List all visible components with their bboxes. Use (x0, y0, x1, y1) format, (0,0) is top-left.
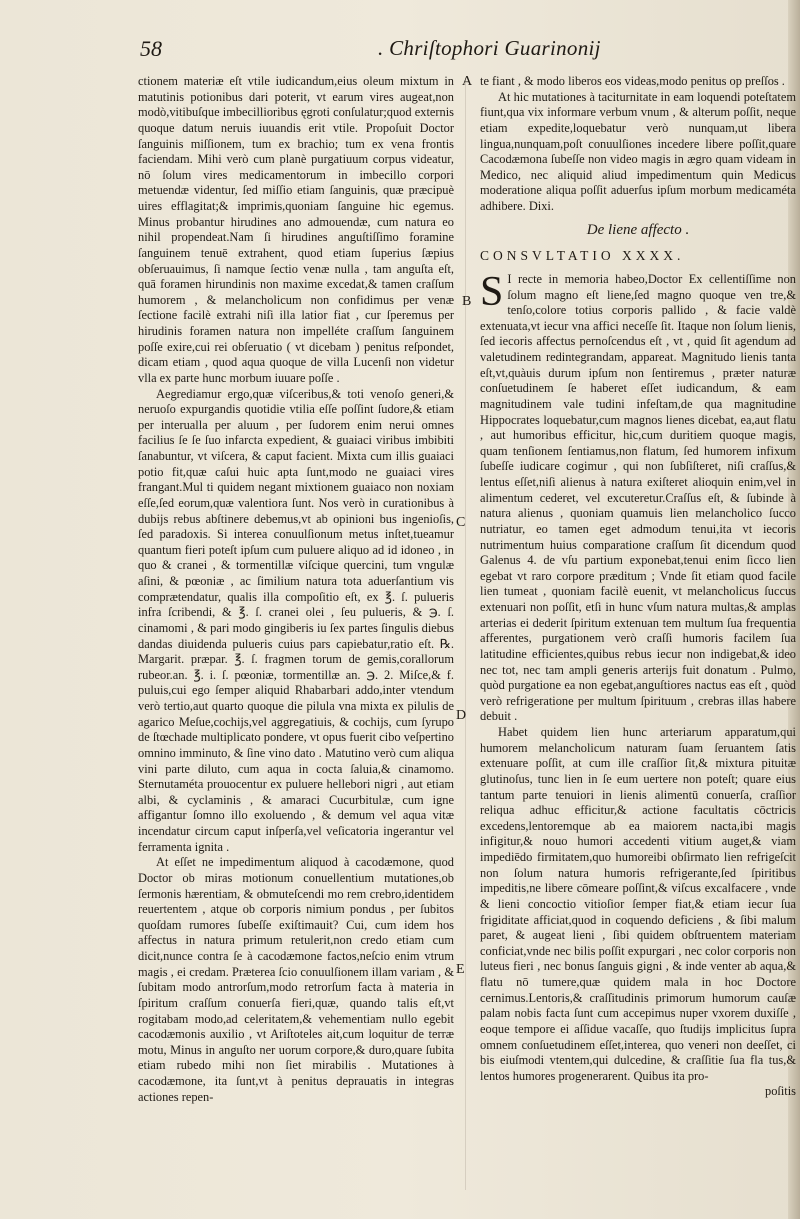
right-intro-paragraph-1: te fiant , & modo liberos eos videas,modo penitus op preſſos . (480, 74, 785, 88)
page-number: 58 (140, 36, 162, 61)
margin-letter-e: E (456, 962, 465, 977)
right-body-paragraph-1 (480, 268, 796, 725)
left-paragraph-2: Aegrediamur ergo,quæ viſceribus,& toti venoſo generi,& neruoſo expurgandis quotidie vtilia eſſe poſſint ſudore,& etiam per interualla per aluum , per ſudorem enim nerui omnes facilius ſe ſe ſuo infarcta expedient, & guaiaci viribus imbibiti ſanabuntur, vt viſcera, & caput facient. Mixta cum illis guaiaci potio fit,quæ caſui huic apta ſunt,modo ne guaiaci vires frangant.Mul ti quidem negant mixtionem guaiaco non noxiam eſſe,ſed eorum,quæ valentiora ſunt. Nos verò in curationibus à dubijs rebus abſtinere debemus,vt ab opinioni bus ingenioſis, ſed paradoxis. Si interea conuulſionum metus inſtet,tueamur quantum fieri poteſt ipſum cum puluere aliquo ad id idoneo , in quo & cranei , & tormentillæ viſcique quercini, tum vngulæ aſini, & pœoniæ , ac ſimilium natura tota aduerſantium vis comprætendatur, qualis illa compoſitio eſt, ex ℥. ſ. pulueris infra ſcribendi, & ℥. ſ. cranei olei , ſeu pulueris, & ℈. ſ. cinamomi , & pari modo gingiberis iu ſex partes ſingulis diebus dandas diuidenda pulueris cuius pars capiebatur,ratio eſt. ℞. Margarit. præpar. ℥. ſ. fragmen torum de gemis,corallorum rubeor.an. ℥. i. ſ. pœoniæ, tormentillæ an. ℈. 2. Miſce,& f. puluis,cui ego ſemper aliquid Rhabarbari addo,inter vtendum verò tertio,aut quarto quoque die pilula vna mixta ex pilulis de agarico Meſue,cochijs,vel aggregatiuis, & cochijs, cum ſyrupo de ſtœchade multiplicato pondere, vt opus fuerit cibo veſpertino omnino imminuto, & ſine vino dato . Matutino verò cum aliqua vini parte diluto, cum aqua in cocta ſaluia,& cinamomo. Sternutaméta prouocentur ex puluere hellebori nigri , aut etiam albi, & cyclaminis , & amaraci Cucurbitulæ, cum igne affigantur ſomno illo exoluendo , & demum vel aqua vitæ incendatur circum caput inſperſa,vel veſicatoria ingerantur vel ferramenta ignita . (138, 386, 454, 854)
right-column (480, 74, 796, 1100)
margin-letter-c: C (456, 515, 466, 530)
right-body-text-1: I recte in memoria habeo,Doctor Ex cellentiſſime non ſolum magno eſt liene,ſed magno quoque ven tre,& tenſo,colore totius corporis pallido , & facie valdè extenuata,vt iecur vna affici neceſſe ſit. Itaque non ſolum lienis, ſed iecoris affectus pernoſcendus eſt , vt , quid ſit agendum ad valetudinem redintegrandam, appareat. Magnitudo lienis tanta eſt,vt,quàuis durum ipſum non ſentiremus , præter naturæ conſuetudinem ſe haberet eſſet iudicandum, & eam magnitudinem vale tudini infeſtam,de qua magnitudine Hippocrates loquebatur,cum magnos lienes dicebat, ea,aut flatu , aut humoribus efficitur, hic,cum duritiem quoque magis, quam tenſionem ſentiamus,non flatum, ſed humorem infixum ſubeſſe iudicare cogimur , qui non ſubſiſteret, niſi craſſus,& lentus eſſet,niſi alienus à natura exiſteret alioquin enim,vel in alimentum cederet, vel excuteretur.Craſſus eſt, & ſubinde à natura alienus , quoniam quamuis lien melancholico ſucco nutriatur, eo tamen eget admodum tenui,ita vt iecoris nutrimentum huius comparatione craſſum ſit dicendum quod Galenus 4. de vſu partium exponebat,tenui enim ſicco lien egebat vt raro corpore præditum ; Vnde ſit etiam quod facile lien tumeat , quoniam facilè euenit, vt melancholicus ſuccus extenuari non poſſit, etſi in hunc vſum natura multas,& amplas arterias ei dederit ſpiritum extenuan tem multum ſua frequentia afferentes, purgationem verò craſſi humoris facilem ſua latitudine efficientes,quibus rebus iecur non indigebat,& ideo nec tot, nec tam ampli generis arterijs fuit donatum . Pulmo, quòd purgatione ea non egebat,anguſtiores nactus eas eſt , quòd verò refrigeratione per multum ſpirituum , crebras illas habere debuit . (480, 271, 796, 724)
margin-letter-a: A (462, 74, 473, 89)
catchword: poſitis (765, 1084, 796, 1099)
right-body-paragraph-2: Habet quidem lien hunc arteriarum apparatum,qui humorem melancholicum naturam ſuam ſeruantem ſatis extenuare poſſit, at cum ille craſſior ſit,& mixtura pituitæ glutinoſus, tunc lien in ſe eum uertere non poteſt; quare eius tantum parte tenuiori in lienis alimentū conuerſa, craſſior reliqua adhuc efficitur,& actione facultatis cōctricis excedens,lentoremque ab ea maiorem nacta,ibi magis infigitur,& nouo humori accedenti vitium auget,& viam impediēdo firmitatem,quo humoreibi obſirmato lien refrigeſcit non ſolum natura humoris refrigerante,ſed ſpiritibus impeditis,ne libere cōmeare poſſint,& viſcus excalfacere , vnde & lieni concoctio vitioſior ſemper fiat,& etiam iecur ſua frigiditate afficiat,quod in coquendo deficiens , & ſibi malum paret, & augeat lieni , ſibi quidem obſtruentem materiam conficiat,vnde nec bilis poſſit expurgari , nec color corporis non luteus fieri , nec bonus ſanguis gigni , & inde venter ab aqua,& flatu nō tumere,quæ quidem mala in hoc Doctore cernimus.Lentoris,& craſſitudinis primorum humorum cauſæ palam nobis facta ſunt cum accepimus nuper vxorem duxiſſe , eoque tempore ei aſſidue vacaſſe, quo ſtudijs implicitus ſupra omnem conſuetudinem eſſet,interea, quo veneri non deeſſet, ci bis eiuſmodi vtentem,qui dulcedine, & craſſitie ſua fla tus,& lentos humores progenerarent. Quibus ita pro- (480, 725, 796, 1083)
drop-cap: S (480, 268, 504, 315)
right-intro-paragraph-2: At hic mutationes à taciturnitate in eam loquendi poteſtatem fiunt,qua vix informare verbum vnum , & alterum poſſit, neque etiam expedite,loquebatur verò nunquam,ut libera lingua,nunquam,poſt conuulſiones incedere libere poſſit,quare Cacodæmona ſubeſſe non video magis in ægro quam videam in Medico, nec aliquid aliud impedimentum quin Medicus moderatione aliqua poſſit aduerſus ipſum morbum medicaméta adhibere. Dixi. (480, 89, 796, 213)
left-paragraph-3: At eſſet ne impedimentum aliquod à cacodæmone, quod Doctor ob miras motionum conuellentium mutationes,ob ſermonis hærentiam, & obmuteſcendi mo rem crebro,identidem reuertentem , atque ob corporis nimium pondus , per ſubitos quoſdam rumores ſubeſſe exiſtimauit? Cui, cum idem hos affectus in natura primum retulerit,non credo etiam cum dicit,nunce contra ſe à cacodæmone factos,neſcio enim vtrum magis , ei credam. Præterea ſcio conuulſionem illam variam , & ſubitam modo antrorſum,modo retrorſum facta à materia in ſpiritum craſſum conuerſa fieri,quæ, quando talis eſt,vt rogitabam modo,ad celeritatem,& vehementiam nullo egebit cacodæmonis auxilio , vt Ariſtoteles ait,cum loquitur de terræ motu, Minus in anguſto ner uorum corpore,& duro,quare ſubita etiam rubedo mihi non ſiet mirabilis . Mutationes à cacodæmone, ita ſunt,vt à penitus deprauatis in integras actiones repen- (138, 855, 454, 1104)
left-column (138, 74, 454, 1105)
column-gutter (465, 80, 466, 1190)
running-title: . Chriſtophori Guarinonij (378, 36, 601, 60)
running-head (140, 36, 770, 70)
consultatio-heading: CONSVLTATIO XXXX. (480, 248, 685, 264)
left-paragraph-1: ctionem materiæ eſt vtile iudicandum,eius oleum mixtum in matutinis potionibus dari poterit, vt earum vires augeat,non modò,vitibuſque imbecillioribus ęgroti conſulatur;quod externis quoque datum neruis iuuandis erit vtile. Propoſuit Doctor ſanguinis miſſionem, tum ex brachio; tum ex vena frontis faciendam. Mihi verò cum planè purgatiuum corpus videatur, nō ſolum vires medicamentorum in imbecillo corpori metuendæ videntur, ſed miſſio etiam ſanguinis, quæ præcipuè uires efflagitat;& imprimis,quoniam ſanguine hic egemus. Minus probantur hirudines ano admouendæ, cum natura eo nihil propendeat.Nam ſi hirudines anguſtiſſimo foramine ſanguinem tenuē extrahent, quod etiam ſuperius ſæpius obſeruauimus, ſi namque ſectio venæ nulla , tam anguſta eſt, quā foramen hirundinis non maxime excedat,& tamen craſſum humorem , & melancholicum non confidimus per venæ ſectione facilè extrahi niſi illa latior fiat , cur ſperemus per hirudinis foramen natura non impelléte craſſum ſanguinem poſſe exire,cui rei obſeruatio ( vt dicebam ) penitus reſpondet, dicam etiam , quod aqua quoque de villa Lucenſi non videtur vlla ex parte hunc morbum iuuare poſſe . (138, 74, 454, 385)
margin-letter-d: D (456, 708, 467, 723)
margin-letter-b: B (462, 294, 472, 309)
section-title: De liene affecto . (586, 221, 690, 238)
